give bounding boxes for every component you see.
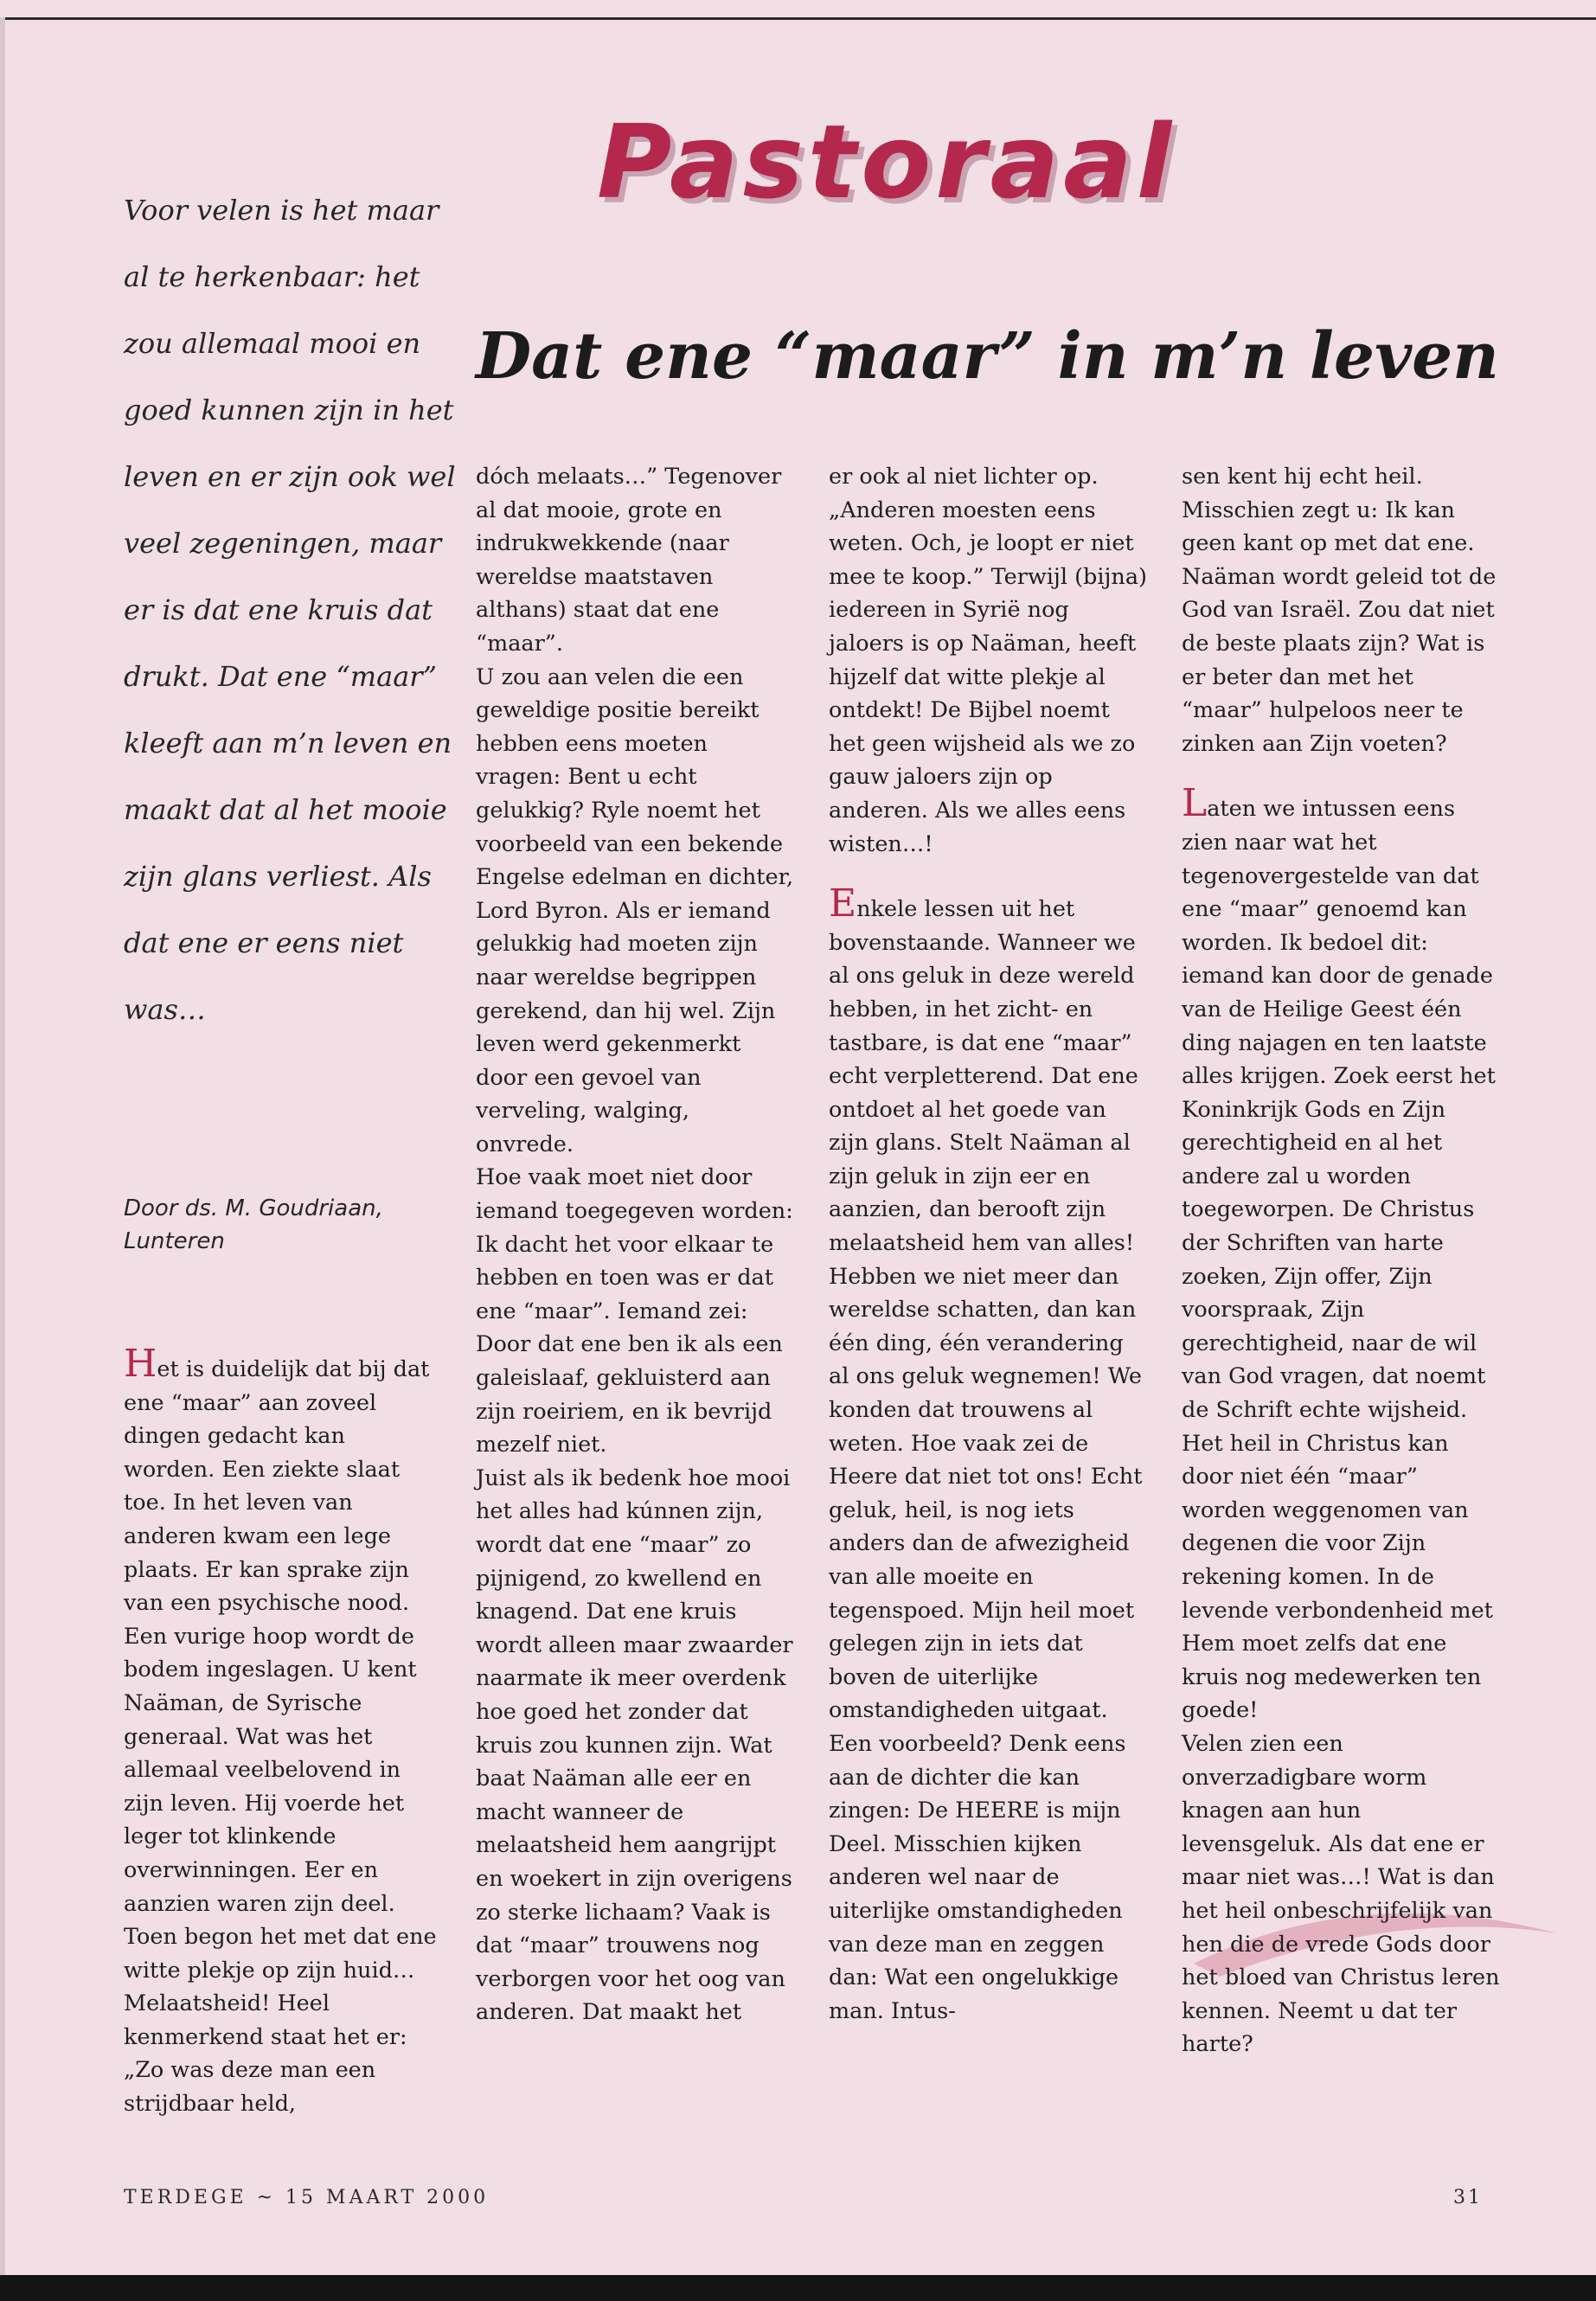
publication-footer: TERDEGE ~ 15 MAART 2000 <box>124 2187 490 2208</box>
article-column-4 <box>1182 460 1500 2061</box>
article-headline: Dat ene “maar” in m’n leven <box>476 319 1499 394</box>
drop-cap: L <box>1182 781 1208 826</box>
paragraph: Het is duidelijk dat bij dat ene “maar” aan zoveel dingen gedacht kan worden. Een ziekte slaat toe. In het leven van anderen kwam een lege plaats. Er kan sprake zijn van een psychische nood. Een vurige hoop wordt de bodem ingeslagen. U kent Naäman, de Syrische generaal. Wat was het allemaal veelbelovend in zijn leven. Hij voerde het leger tot klinkende overwinningen. Eer en aanzien waren zijn deel. Toen begon het met dat ene witte plekje op zijn huid… Melaatsheid! Heel kenmerkend staat het er: „Zo was deze man een strijdbaar held, <box>124 1342 437 2118</box>
article-column-3 <box>829 460 1147 2028</box>
paragraph: Enkele lessen uit het bovenstaande. Wanneer we al ons geluk in deze wereld hebben, in het zicht- en tastbare, is dat ene “maar” echt verpletterend. Dat ene ontdoet al het goede van zijn glans. Stelt Naäman al zijn geluk in zijn eer en aanzien, dan berooft zijn melaatsheid hem van alles! Hebben we niet meer dan wereldse schatten, dan kan één ding, één verandering al ons geluk wegnemen! We konden dat trouwens al weten. Hoe vaak zei de Heere dat niet tot ons! Echt geluk, heil, is nog iets anders dan de afwezigheid van alle moeite en tegenspoed. Mijn heil moet gelegen zijn in iets dat boven de uiterlijke omstandigheden uitgaat. Een voorbeeld? Denk eens aan de dichter die kan zingen: De HEERE is mijn Deel. Misschien kijken anderen wel naar de uiterlijke omstandigheden van deze man en zeggen dan: Wat een ongelukkige man. Intus- <box>829 881 1143 2024</box>
paragraph: Juist als ik bedenk hoe mooi het alles had kúnnen zijn, wordt dat ene “maar” zo pijnigend, zo kwellend en knagend. Dat ene kruis wordt alleen maar zwaarder naarmate ik meer overdenk hoe goed het zonder dat kruis zou kunnen zijn. Wat baat Naäman alle eer en macht wanneer de melaatsheid hem aangrijpt en woekert in zijn overigens zo sterke lichaam? Vaak is dat “maar” trouwens nog verborgen voor het oog van anderen. Dat maakt het <box>476 1465 793 2026</box>
paragraph: sen kent hij echt heil. Misschien zegt u: Ik kan geen kant op met dat ene. Naäman wordt geleid tot de God van Israël. Zou dat niet de beste plaats zijn? Wat is er beter dan met het “maar” hulpeloos neer te zinken aan Zijn voeten? <box>1182 464 1497 757</box>
intro-text: Voor velen is het maar al te herkenbaar: het zou allemaal mooi en goed kunnen zijn in het leven en er zijn ook wel veel zegeningen, maar er is dat ene kruis dat drukt. Dat ene “maar” kleeft aan m’n leven en maakt dat al het mooie zijn glans verliest. Als dat ene er eens niet was… <box>124 194 456 1026</box>
byline: Door ds. M. Goudriaan, Lunteren <box>124 1195 383 1254</box>
paragraph: Velen zien een onverzadigbare worm knagen aan hun levensgeluk. Als dat ene er maar niet was…! Wat is dan het heil onbeschrijfelijk van hen die de vrede Gods door het bloed van Christus leren kennen. Neemt u dat ter harte? <box>1182 1730 1500 2058</box>
top-rule <box>0 17 1596 20</box>
article-column-2 <box>476 460 794 2029</box>
paragraph: Hoe vaak moet niet door iemand toegegeven worden: Ik dacht het voor elkaar te hebben en toen was er dat ene “maar”. Iemand zei: Door dat ene ben ik als een galeislaaf, gekluisterd aan zijn roeiriem, en ik bevrijd mezelf niet. <box>476 1164 793 1458</box>
drop-cap: E <box>829 881 857 926</box>
paragraph: er ook al niet lichter op. „Anderen moesten eens weten. Och, je loopt er niet mee te koop.” Terwijl (bijna) iedereen in Syrië nog jaloers is op Naäman, heeft hijzelf dat witte plekje al ontdekt! De Bijbel noemt het geen wijsheid als we zo gauw jaloers zijn op anderen. Als we alles eens wisten…! <box>829 464 1148 857</box>
paragraph: dóch melaats…” Tegenover al dat mooie, grote en indrukwekkende (naar wereldse maatstaven althans) staat dat ene “maar”. <box>476 464 782 657</box>
article-column-1 <box>124 1342 442 2121</box>
bottom-edge <box>0 2275 1596 2301</box>
drop-cap: H <box>124 1342 157 1386</box>
paragraph: Laten we intussen eens zien naar wat het tegenovergestelde van dat ene “maar” genoemd kan worden. Ik bedoel dit: iemand kan door de genade van de Heilige Geest één ding najagen en ten laatste alles krijgen. Zoek eerst het Koninkrijk Gods en Zijn gerechtigheid en al het andere zal u worden toegeworpen. De Christus der Schriften van harte zoeken, Zijn offer, Zijn voorspraak, Zijn gerechtigheid, naar de wil van God vragen, dat noemt de Schrift echte wijsheid. Het heil in Christus kan door niet één “maar” worden weggenomen van degenen die voor Zijn rekening komen. In de levende verbondenheid met Hem moet zelfs dat ene kruis nog medewerken ten goede! <box>1182 781 1496 1724</box>
section-title: Pastoraal <box>597 102 1176 221</box>
scan-edge <box>0 17 5 2275</box>
paragraph: U zou aan velen die een geweldige positie bereikt hebben eens moeten vragen: Bent u echt gelukkig? Ryle noemt het voorbeeld van een bekende Engelse edelman en dichter, Lord Byron. Als er iemand gelukkig had moeten zijn naar wereldse begrippen gerekend, dan hij wel. Zijn leven werd gekenmerkt door een gevoel van verveling, walging, onvrede. <box>476 663 794 1157</box>
page-number: 31 <box>1453 2187 1483 2208</box>
